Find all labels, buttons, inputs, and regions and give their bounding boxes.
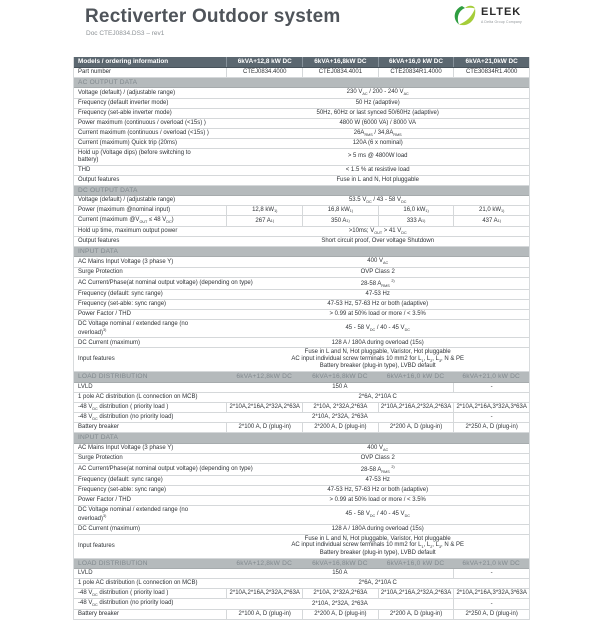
section-title: INPUT DATA: [78, 434, 119, 442]
spec-label: Battery breaker: [78, 424, 120, 431]
spec-row: [74, 227, 529, 237]
spec-value: 47-53 Hz, 57-63 Hz or both (adaptive): [327, 487, 429, 494]
spec-row: [74, 486, 529, 496]
spec-value: 120A (6 x nominal): [352, 140, 403, 147]
spec-label: DC Current (maximum): [78, 525, 141, 532]
section-header-row: [74, 433, 529, 443]
model-column-header: 6kVA+16,8kW DC: [312, 559, 368, 567]
model-column-header: 6kVA+12,8kW DC: [236, 559, 293, 567]
model-column-header: 6kVA+12,8 kW DC: [226, 57, 302, 67]
spec-value: 2*10A,2*16A,2*32A,2*63A: [378, 403, 454, 412]
spec-label: Frequency (set-able: sync range): [78, 487, 167, 494]
section-title: INPUT DATA: [78, 247, 119, 255]
spec-value: OVP Class 2: [360, 455, 395, 462]
spec-value: 16,0 kW 1): [378, 206, 454, 215]
spec-value: 2*100 A, D (plug-in): [226, 423, 302, 432]
spec-label: Frequency (set-able: sync range): [78, 301, 167, 308]
spec-value: 2*10A,2*16A,2*32A,2*63A: [378, 589, 454, 598]
spec-row: [74, 464, 529, 476]
spec-label: 1 pole AC distribution (L connection on MCB): [78, 393, 198, 400]
eltek-swoosh-icon: [452, 5, 478, 31]
spec-label: AC Mains Input Voltage (3 phase Y): [78, 258, 174, 265]
table-header-row: [74, 57, 529, 68]
spec-label: Voltage (default) / (adjustable range): [78, 89, 176, 96]
spec-value: 2*6A, 2*10A C: [358, 393, 397, 400]
spec-row: [74, 535, 529, 559]
eltek-logo: [452, 5, 538, 31]
spec-value: Fuse in L and N, Hot pluggable, Varistor, Hot pluggable AC input individual screw terminals 10 mm2 for $L_1$, $L_2$, $L_3$, N & PE Battery breaker (plug-in type), LVBD default: [291, 535, 465, 556]
spec-value: 2*10A,2*16A,2*32A,2*63A: [226, 589, 302, 598]
spec-row: [74, 300, 529, 310]
section-header-row: [74, 78, 529, 88]
spec-row: [74, 129, 529, 139]
spec-value: 50Hz, 60Hz or last synced 50/60Hz (adaptive): [316, 109, 439, 116]
spec-row: [74, 257, 529, 267]
spec-label: -48 $V_{DC}$ distribution (no priority load): [78, 600, 174, 608]
spec-value: 12,8 kW 1): [226, 206, 302, 215]
spec-label: Voltage (default) / (adjustable range): [78, 197, 176, 204]
spec-label: Power (maximum @nominal input): [78, 207, 171, 214]
eltek-tagline: A Delta Group Company: [481, 19, 522, 24]
spec-value: 28-58 $A_{RMS}$ $^{2)}$: [360, 278, 395, 288]
model-column-header: 6kVA+16,8kW DC: [302, 57, 378, 67]
spec-value: 47-53 Hz: [365, 291, 390, 298]
spec-label: -48 $V_{DC}$ distribution ( priority load ): [78, 589, 169, 598]
spec-label: Power Factor / THD: [78, 497, 131, 504]
spec-label: Surge Protection: [78, 268, 123, 275]
spec-label: Hold up time, maximum output power: [78, 227, 178, 234]
model-column-header: 6kVA+16,0 kW DC: [386, 373, 445, 381]
spec-value: > 0.99 at 50% load or more / < 3.5%: [329, 497, 426, 504]
spec-value: 47-53 Hz, 57-63 Hz or both (adaptive): [327, 301, 429, 308]
spec-row: [74, 454, 529, 464]
spec-value: 2*10A, 2*32A, 2*63A: [312, 414, 368, 421]
spec-value: OVP Class 2: [360, 268, 395, 275]
spec-value: 2*10A,2*16A,3*32A,3*63A: [453, 589, 529, 598]
spec-value: 2*200 A, D (plug-in): [378, 610, 454, 619]
spec-value: 350 A 1): [302, 216, 378, 225]
spec-value: 2*200 A, D (plug-in): [302, 423, 378, 432]
model-column-header: 6kVA+21,0kW DC: [453, 57, 529, 67]
spec-label: DC Voltage nominal / extended range (no overload)$^{3)}$: [78, 320, 189, 336]
spec-value: 437 A 1): [453, 216, 529, 225]
spec-row: [74, 99, 529, 109]
spec-label: AC Mains Input Voltage (3 phase Y): [78, 444, 174, 451]
spec-row: [74, 88, 529, 98]
spec-value: 2*10A,2*16A,2*32A,2*63A: [226, 403, 302, 412]
model-column-header: 6kVA+16,0 kW DC: [386, 559, 445, 567]
spec-row: [74, 149, 529, 165]
spec-table: [73, 57, 530, 620]
spec-row: [74, 338, 529, 348]
spec-row: [74, 579, 529, 589]
section-title: DC OUTPUT DATA: [78, 186, 138, 194]
spec-row: [74, 196, 529, 206]
spec-label: Input features: [78, 356, 115, 363]
spec-value: -: [453, 383, 529, 392]
spec-value: < 1.5 % at resistive load: [345, 166, 410, 173]
spec-value: CTEJ0834.4001: [302, 68, 378, 77]
spec-row: [74, 610, 529, 620]
eltek-logo-text: [481, 7, 522, 24]
spec-value: 2*10A, 2*32A, 2*63A: [312, 600, 368, 607]
spec-label: Current (maximum) Quick trip (20ms): [78, 140, 178, 147]
spec-row: [74, 348, 529, 372]
spec-row: [74, 310, 529, 320]
spec-value: 267 A 1): [226, 216, 302, 225]
section-header-row: [74, 247, 529, 257]
spec-value: 21,0 kW 1): [453, 206, 529, 215]
section-header-row: [74, 559, 529, 569]
spec-value: 333 A 1): [378, 216, 454, 225]
spec-label: Part number: [78, 69, 112, 76]
spec-row: [74, 476, 529, 486]
section-title: AC OUTPUT DATA: [78, 79, 138, 86]
model-column-header: 6kVA+21,0 kW DC: [462, 559, 520, 567]
spec-label: Power maximum (continuous / overload (<15s) ): [78, 119, 206, 126]
spec-label: -48 $V_{DC}$ distribution ( priority load ): [78, 403, 169, 411]
spec-value: 45 - 58 $V_{DC} / 40 - 45$ $V_{DC}$: [345, 325, 410, 333]
spec-label: AC Current/Phase(at nominal output voltage) (depending on type): [78, 279, 253, 286]
model-column-header: 6kVA+21,0 kW DC: [462, 373, 520, 381]
spec-label: Output features: [78, 176, 120, 183]
spec-value: Fuse in L and N, Hot pluggable, Varistor, Hot pluggable AC input individual screw terminals 10 mm2 for $L_1$, $L_2$, $L_3$, N & PE Battery breaker (plug-in type), LVBD default: [291, 349, 465, 370]
spec-label: 1 pole AC distribution (L connection on MCB): [78, 580, 198, 587]
spec-row: [74, 393, 529, 403]
spec-label: DC Voltage nominal / extended range (no overload)$^{3)}$: [78, 507, 189, 523]
spec-row: [74, 589, 529, 599]
spec-value: 2*6A, 2*10A C: [358, 580, 397, 587]
spec-value: CTE30834R1.4000: [453, 68, 529, 77]
spec-row: [74, 569, 529, 579]
spec-value: 28-58 $A_{RMS}$ $^{2)}$: [360, 464, 395, 475]
spec-row: [74, 423, 529, 433]
spec-value: 53.5 $V_{DC} / 43 - 58$ $V_{DC}$: [348, 196, 407, 205]
spec-label: Frequency (default inverter mode): [78, 99, 169, 106]
spec-value: 47-53 Hz: [365, 477, 390, 484]
section-header-row: [74, 372, 529, 382]
spec-label: Battery breaker: [78, 610, 120, 617]
spec-value: -: [453, 599, 529, 608]
spec-label: Power Factor / THD: [78, 311, 131, 318]
spec-value: 2*10A, 2*32A,2*63A: [302, 403, 378, 412]
spec-row: [74, 320, 529, 338]
spec-value: 2*100 A, D (plug-in): [226, 610, 302, 619]
eltek-brand: ELTEK: [481, 6, 522, 18]
spec-label: -48 $V_{DC}$ distribution (no priority load): [78, 413, 174, 422]
spec-row: [74, 278, 529, 290]
spec-label: Output features: [78, 238, 120, 245]
spec-row: [74, 444, 529, 454]
spec-label: Frequency (default: sync range): [78, 477, 163, 484]
spec-label: LVLD: [78, 383, 93, 390]
spec-value: 2*250 A, D (plug-in): [453, 610, 529, 619]
spec-row: [74, 119, 529, 129]
spec-label: Hold up (Voltage dips) (before switching to battery): [78, 150, 191, 163]
spec-label: Current maximum (continuous / overload (<15s) ): [78, 130, 209, 137]
spec-row: [74, 176, 529, 186]
spec-row: [74, 139, 529, 149]
spec-label: Frequency (default: sync range): [78, 291, 163, 298]
spec-value: Short circuit proof, Over voltage Shutdown: [321, 238, 435, 245]
spec-row: [74, 109, 529, 119]
spec-row: [74, 413, 529, 423]
spec-value: CTE20834R1.4000: [378, 68, 454, 77]
spec-value: 150 A: [332, 383, 348, 390]
spec-value: 50 Hz (adaptive): [355, 99, 400, 106]
spec-value: 2*10A, 2*32A,2*63A: [302, 589, 378, 598]
spec-row: [74, 599, 529, 609]
spec-value: 2*10A,2*16A,3*32A,3*63A: [453, 403, 529, 412]
spec-row: [74, 290, 529, 300]
spec-value: 400 $V_{AC}$: [367, 444, 389, 452]
spec-value: -: [453, 569, 529, 578]
spec-value: 45 - 58 $V_{DC} / 40 - 45$ $V_{DC}$: [345, 511, 410, 519]
spec-row: [74, 403, 529, 413]
spec-row: [74, 383, 529, 393]
spec-label: DC Current (maximum): [78, 339, 141, 346]
spec-value: $26A_{RMS} / 34,8A_{RMS}$: [353, 129, 402, 137]
spec-value: 150 A: [332, 570, 348, 577]
spec-row: [74, 525, 529, 535]
spec-value: 2*200 A, D (plug-in): [378, 423, 454, 432]
spec-value: CTEJ0834.4000: [226, 68, 302, 77]
spec-row: [74, 496, 529, 506]
section-title: LOAD DISTRIBUTION: [78, 373, 148, 381]
spec-label: Input features: [78, 542, 115, 549]
table-header-label: Models / ordering information: [78, 58, 169, 66]
spec-value: 2*200 A, D (plug-in): [302, 610, 378, 619]
spec-row: [74, 206, 529, 216]
spec-row: [74, 166, 529, 176]
model-column-header: 6kVA+12,8kW DC: [236, 373, 293, 381]
spec-value: 4800 W (6000 VA) / 8000 VA: [339, 119, 416, 126]
spec-value: 128 A / 180A during overload (15s): [331, 525, 424, 532]
spec-label: Frequency (set-able inverter mode): [78, 109, 172, 116]
spec-value: -: [453, 413, 529, 422]
spec-value: 16,8 kW 1): [302, 206, 378, 215]
spec-value: 128 A / 180A during overload (15s): [331, 339, 424, 346]
model-column-header: 6kVA+16,0 kW DC: [378, 57, 454, 67]
doc-reference: Doc CTEJ0834.DS3 – rev1: [86, 30, 165, 37]
spec-value: 230 $V_{AC} / 200 - 240$ $V_{AC}$: [346, 89, 409, 97]
spec-row: [74, 237, 529, 247]
spec-label: THD: [78, 166, 91, 173]
spec-row: [74, 506, 529, 524]
spec-label: Surge Protection: [78, 455, 123, 462]
spec-row: [74, 68, 529, 78]
model-column-header: 6kVA+16,8kW DC: [312, 373, 368, 381]
spec-label: Current (maximum $@V_{OUT} \le 48$ $V_{DC}$): [78, 217, 174, 225]
spec-value: >10ms; $V_{OUT} > 41$ $V_{DC}$: [348, 227, 407, 235]
spec-row: [74, 216, 529, 226]
spec-value: > 0.99 at 50% load or more / < 3.5%: [329, 311, 426, 318]
spec-row: [74, 268, 529, 278]
section-title: LOAD DISTRIBUTION: [78, 559, 148, 567]
section-header-row: [74, 186, 529, 196]
spec-value: > 5 ms @ 4800W load: [347, 153, 408, 160]
page-title: Rectiverter Outdoor system: [85, 6, 341, 27]
spec-value: Fuse in L and N, Hot pluggable: [336, 176, 419, 183]
spec-label: LVLD: [78, 570, 93, 577]
spec-value: 400 $V_{AC}$: [367, 258, 389, 266]
spec-value: 2*250 A, D (plug-in): [453, 423, 529, 432]
spec-label: AC Current/Phase(at nominal output voltage) (depending on type): [78, 466, 253, 473]
